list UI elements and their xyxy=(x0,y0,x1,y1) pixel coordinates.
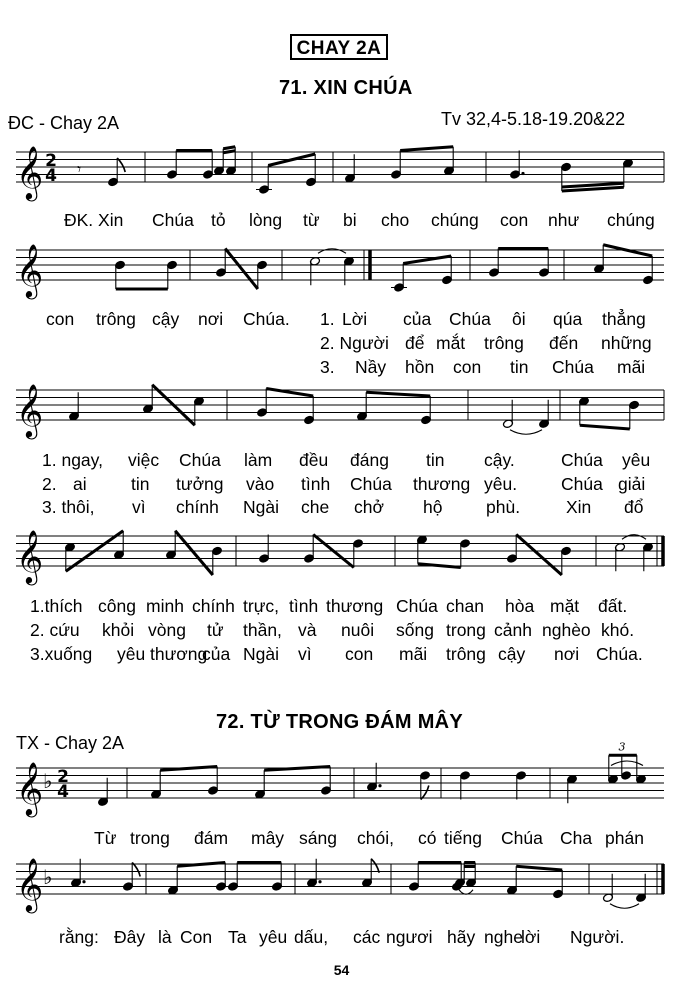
song-71-staff-4 xyxy=(0,522,683,592)
time-signature-bottom: 4 xyxy=(57,782,69,802)
dot xyxy=(82,880,85,883)
song-72-lyric-line: rằng: Đây là Con Ta yêu dấu, các ngươi hãy nghe lời Người. xyxy=(59,927,625,947)
dot xyxy=(378,784,381,787)
song-71-staff-3 xyxy=(0,378,683,448)
beam xyxy=(177,863,225,867)
beam xyxy=(225,249,258,290)
note-flag xyxy=(132,863,140,877)
tuplet-number: 3 xyxy=(618,740,626,754)
beam xyxy=(580,425,630,429)
beam xyxy=(516,866,562,870)
beam xyxy=(223,147,235,149)
dot xyxy=(318,880,321,883)
song-72-title: 72. TỪ TRONG ĐÁM MÂY xyxy=(216,711,464,733)
time-signature-top: 2 xyxy=(45,151,57,171)
song-71-staff-1 xyxy=(0,140,683,200)
beam xyxy=(418,564,461,568)
section-label: CHAY 2A xyxy=(290,34,388,60)
time-signature-top: 2 xyxy=(57,767,69,787)
song-71-lyric-line: 2. cứu khỏi vòng tử thần, và nuôi sống trong cảnh nghèo khó. xyxy=(30,620,635,640)
eighth-rest-icon: 𝄾 xyxy=(77,159,82,179)
song-71-lyric-line: 1.thích công minh chính trực, tình thương Chúa chan hòa mặt đất. xyxy=(30,596,628,616)
song-71-lyric-line: 2. Người để mắt trông đến những xyxy=(320,333,652,353)
song-71-source-right: Tv 32,4-5.18-19.20&22 xyxy=(441,109,626,129)
song-72-source: TX - Chay 2A xyxy=(16,733,125,753)
song-71-lyric-line: 3. Nầy hồn con tin Chúa mãi xyxy=(320,357,646,377)
song-71-title: 71. XIN CHÚA xyxy=(279,77,413,99)
page-number: 54 xyxy=(333,962,350,978)
song-71-lyric-line: ĐK. Xin Chúa tỏ lòng từ bi cho chúng con như chúng xyxy=(64,210,655,230)
song-71-lyric-line: 3.xuống yêu thương của Ngài vì con mãi trông cậy nơi Chúa. xyxy=(30,644,643,664)
beam xyxy=(160,767,217,771)
treble-clef-icon: 𝄞 xyxy=(16,383,44,437)
beam xyxy=(175,531,213,575)
beam xyxy=(366,392,430,396)
flat-key-signature-icon: ♭ xyxy=(43,769,53,793)
song-72-staff-2 xyxy=(0,852,683,922)
song-71-lyric-line: 3. thôi, vì chính Ngài che chở hộ phù. Xin đổ xyxy=(42,497,644,517)
treble-clef-icon: 𝄞 xyxy=(16,857,44,911)
tie xyxy=(610,904,639,909)
dot xyxy=(521,172,524,175)
beam xyxy=(223,151,235,153)
beam xyxy=(400,147,453,151)
tie xyxy=(510,430,542,435)
treble-clef-icon: 𝄞 xyxy=(16,761,44,815)
note-flag xyxy=(117,158,125,172)
time-signature-bottom: 4 xyxy=(45,166,57,186)
treble-clef-icon: 𝄞 xyxy=(16,145,44,199)
beam xyxy=(264,767,330,771)
tie xyxy=(622,535,646,540)
song-71-lyric-line: 1. ngay, việc Chúa làm đều đáng tin cậy. Chúa yêu xyxy=(42,450,651,470)
beam xyxy=(516,535,562,576)
song-71-source-left: ĐC - Chay 2A xyxy=(8,113,120,133)
song-72-lyric-line: Từ trong đám mây sáng chói, có tiếng Chúa Cha phán xyxy=(94,828,644,848)
treble-clef-icon: 𝄞 xyxy=(16,529,44,583)
flat-key-signature-icon: ♭ xyxy=(43,865,53,889)
note-flag xyxy=(421,786,429,800)
tie xyxy=(611,761,643,766)
note-flag xyxy=(371,859,379,873)
song-71-lyric-line: 2. ai tin tưởng vào tình Chúa thương yêu. Chúa giải xyxy=(42,474,646,494)
song-71-lyric-line: con trông cậy nơi Chúa. 1. Lời của Chúa ôi qúa thẳng xyxy=(46,309,646,329)
song-71-staff-2 xyxy=(0,236,683,306)
tie xyxy=(318,249,346,254)
treble-clef-icon: 𝄞 xyxy=(16,243,44,297)
